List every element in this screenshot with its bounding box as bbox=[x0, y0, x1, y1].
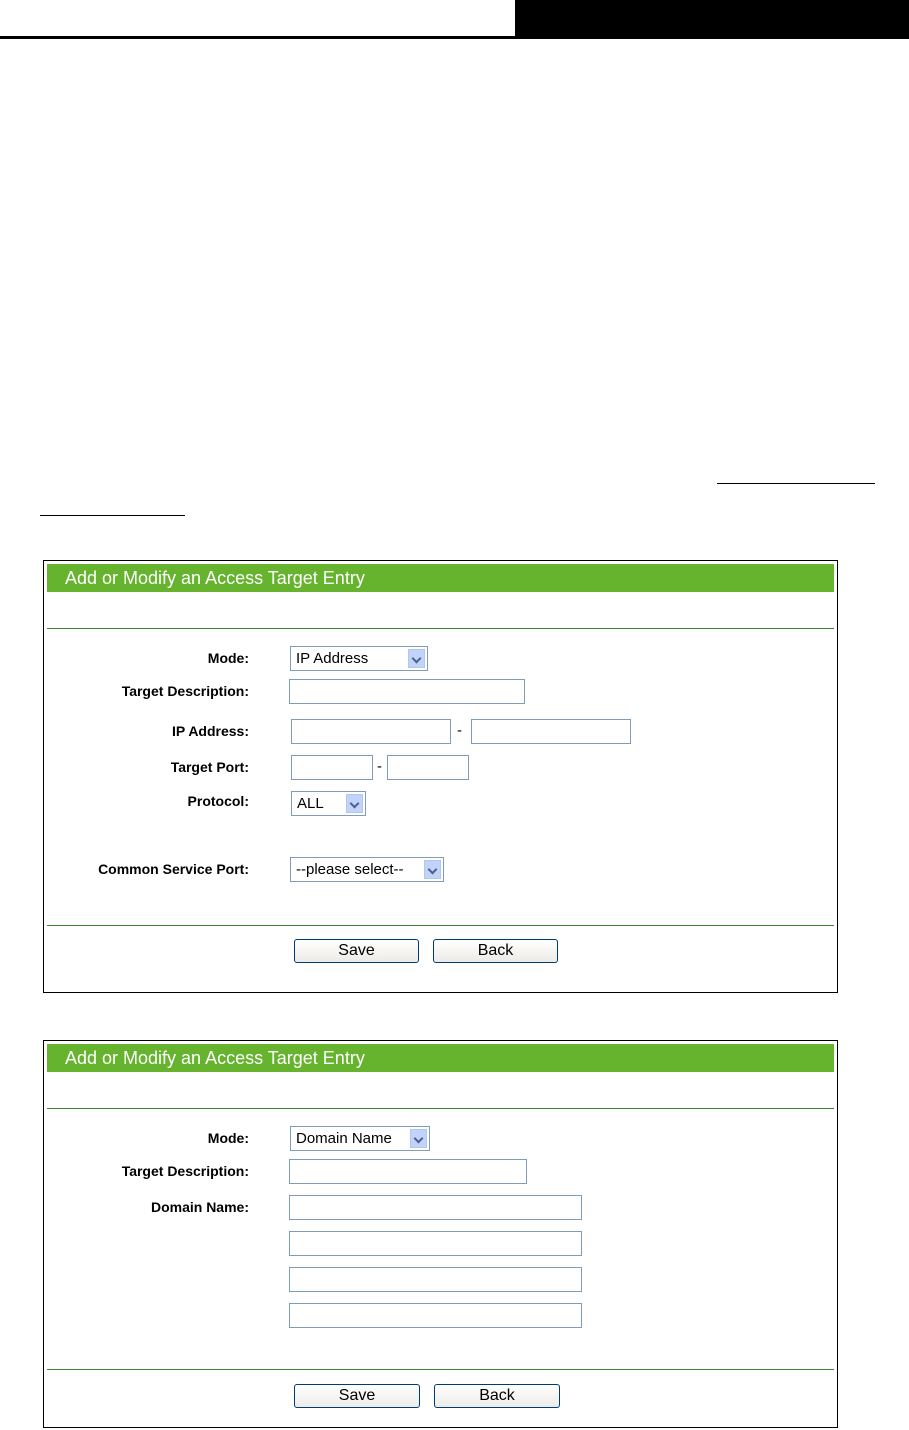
link-underline[interactable] bbox=[40, 515, 185, 516]
port-range-separator: - bbox=[377, 758, 382, 775]
divider bbox=[47, 1369, 834, 1370]
target-port-start-input[interactable] bbox=[291, 755, 373, 780]
common-service-port-value: --please select-- bbox=[296, 861, 404, 878]
common-service-port-label: Common Service Port: bbox=[98, 861, 249, 877]
panel-title: Add or Modify an Access Target Entry bbox=[47, 564, 834, 592]
header-black-bar bbox=[515, 0, 909, 38]
save-button[interactable]: Save bbox=[294, 939, 419, 963]
chevron-down-icon[interactable] bbox=[410, 1129, 427, 1148]
protocol-select-value: ALL bbox=[297, 795, 324, 812]
protocol-select[interactable] bbox=[291, 791, 366, 816]
mode-select[interactable] bbox=[290, 646, 428, 671]
common-service-port-select[interactable] bbox=[290, 857, 444, 882]
divider bbox=[47, 1108, 834, 1109]
target-description-input[interactable] bbox=[289, 1159, 527, 1184]
domain-name-input-4[interactable] bbox=[289, 1303, 582, 1328]
domain-name-input-3[interactable] bbox=[289, 1267, 582, 1292]
save-button[interactable]: Save bbox=[294, 1384, 420, 1408]
target-port-end-input[interactable] bbox=[387, 755, 469, 780]
mode-select-value: IP Address bbox=[296, 650, 369, 667]
domain-name-label: Domain Name: bbox=[150, 1199, 249, 1215]
mode-label: Mode: bbox=[207, 1130, 249, 1146]
ip-address-end-input[interactable] bbox=[471, 719, 631, 744]
ip-address-start-input[interactable] bbox=[291, 719, 451, 744]
link-underline[interactable] bbox=[717, 483, 875, 484]
mode-label: Mode: bbox=[207, 650, 249, 666]
divider bbox=[47, 628, 834, 629]
back-button[interactable]: Back bbox=[433, 939, 558, 963]
domain-name-input-2[interactable] bbox=[289, 1231, 582, 1256]
mode-select-value: Domain Name bbox=[296, 1130, 392, 1147]
mode-select[interactable] bbox=[290, 1126, 430, 1151]
back-button[interactable]: Back bbox=[434, 1384, 560, 1408]
chevron-down-icon[interactable] bbox=[424, 860, 441, 879]
access-target-panel-domain bbox=[43, 1040, 838, 1428]
ip-address-label: IP Address: bbox=[171, 723, 249, 739]
protocol-label: Protocol: bbox=[187, 793, 249, 809]
target-description-label: Target Description: bbox=[121, 683, 249, 699]
access-target-panel-ip bbox=[43, 560, 838, 993]
panel-title: Add or Modify an Access Target Entry bbox=[47, 1044, 834, 1072]
chevron-down-icon[interactable] bbox=[408, 649, 425, 668]
divider bbox=[47, 925, 834, 926]
target-port-label: Target Port: bbox=[170, 759, 249, 775]
header-rule bbox=[0, 36, 909, 39]
target-description-label: Target Description: bbox=[121, 1163, 249, 1179]
chevron-down-icon[interactable] bbox=[346, 794, 363, 813]
target-description-input[interactable] bbox=[289, 679, 525, 704]
ip-range-separator: - bbox=[457, 722, 462, 739]
domain-name-input-1[interactable] bbox=[289, 1195, 582, 1220]
